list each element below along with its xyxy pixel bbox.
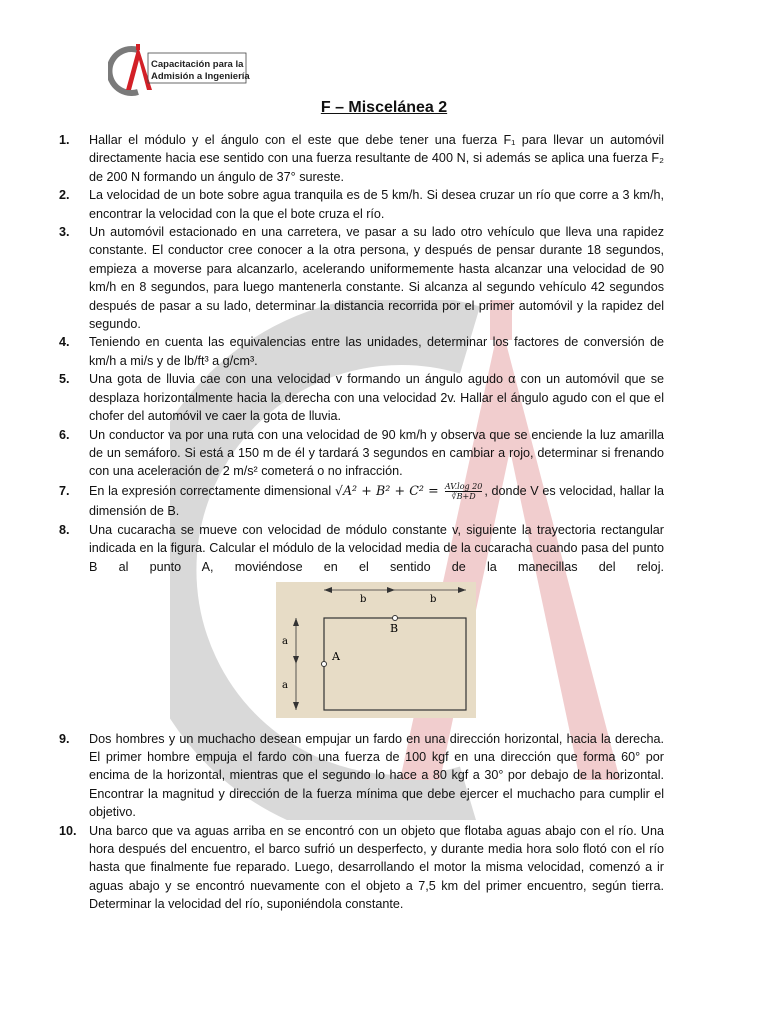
label-b-2: b	[430, 594, 437, 606]
fraction-denominator: ∛B+D	[451, 491, 476, 501]
point-B-marker	[393, 616, 398, 621]
formula-fraction	[445, 482, 483, 501]
problem-item	[59, 730, 664, 822]
problem-number: 4.	[59, 335, 70, 350]
point-A-label: A	[332, 650, 340, 664]
point-A-marker	[322, 662, 327, 667]
problem-number: 3.	[59, 225, 70, 240]
problem-number: 10.	[59, 823, 77, 838]
label-a-1: a	[282, 636, 288, 648]
problem-number: 5.	[59, 372, 70, 387]
problem-text: Un automóvil estacionado en una carretera, ve pasar a su lado otro vehículo que lleva una rapidez constante. El conductor cree conocer a la otra persona, y después de pensar durante 18 segundos, empieza a moverse para alcanzarlo, acelerando uniformemente hasta alcanzar una velocidad de 90 km/h en 8 segundos, para luego mantenerla constante. Si alcanza al segundo vehículo 42 segundos después de pasar a su lado, determinar la distancia recorrida por el primer automóvil y la rapidez del segundo.	[89, 225, 664, 332]
problem-number: 9.	[59, 731, 70, 746]
problem-text: Teniendo en cuenta las equivalencias entre las unidades, determinar los factores de conversión de km/h a mi/s y de lb/ft³ a g/cm³.	[89, 335, 664, 368]
label-a-2: a	[282, 680, 288, 692]
problem-text: Dos hombres y un muchacho desean empujar un fardo en una dirección horizontal, hacia la derecha. El primer hombre empuja el fardo con una fuerza de 100 kgf en una dirección que forma 60° por encima de la horizontal, mientras que el segundo lo hace a 80 kgf a 30° por debajo de la horizontal. Encontrar la magnitud y dirección de la fuerza mínima que debe ejercer el muchacho para cumplir el objetivo.	[89, 731, 664, 820]
problem-item	[59, 223, 664, 333]
problem-item	[59, 333, 664, 370]
problem-number: 8.	[59, 522, 70, 537]
logo-text	[151, 59, 250, 83]
problem-text-a: En la expresión correctamente dimensional	[89, 483, 335, 498]
problem-item	[59, 186, 664, 223]
problem-text: Una cucaracha se mueve con velocidad de módulo constante v, siguiente la trayectoria rectangular indicada en la figura. Calcular el módulo de la velocidad media de la cucaracha cuando pasa del punto B al punto A, moviéndose en el sentido de la manecillas del reloj.	[89, 522, 664, 574]
problem-text: Hallar el módulo y el ángulo con el este que debe tener una fuerza F₁ para llevar un automóvil directamente hacia ese sentido con una fuerza resultante de 400 N, si además se aplica una fuerza F₂ de 200 N formando un ángulo de 37° sureste.	[89, 133, 664, 184]
problem-item	[59, 426, 664, 481]
problem-item	[59, 131, 664, 186]
problem-item	[59, 822, 664, 914]
fraction-numerator: AV.log 20	[444, 481, 483, 491]
point-B-label: B	[390, 622, 399, 636]
problem-number: 1.	[59, 133, 70, 147]
problem-text: Un conductor va por una ruta con una velocidad de 90 km/h y observa que se enciende la luz amarilla de un semáforo. Si está a 150 m de él y tardará 3 segundos en cambiar a rojo, determinar si frenando con una aceleración de 2 m/s² cometerá o no infracción.	[89, 427, 664, 479]
logo-line-2: Admisión a Ingeniería	[151, 71, 250, 82]
problem-text: Una barco que va aguas arriba en se encontró con un objeto que flotaba aguas abajo con el río. Una hora después del encuentro, el barco sufrió un desperfecto, y durante media hora solo flotó con el río hasta que finalmente fue reparado. Luego, desarrollando el motor la misma velocidad, comenzó a ir aguas abajo y se encontró nuevamente con el objeto a 7,5 km del primer encuentro, según tierra. Determinar la velocidad del río, suponiéndola constante.	[89, 823, 664, 912]
problem-text-b: , donde V es velocidad, hallar la dimensión de B.	[89, 483, 664, 518]
figure-photo-bg	[276, 582, 476, 718]
problem-item	[59, 521, 664, 730]
logo-line-1: Capacitación para la	[151, 59, 244, 70]
problem-item	[59, 370, 664, 425]
problem-text: Una gota de lluvia cae con una velocidad v formando un ángulo agudo α con un automóvil que se desplaza horizontalmente hacia la derecha con una velocidad 2v. Hallar el ángulo agudo con el que el chofer del automóvil ve caer la gota de lluvia.	[89, 372, 664, 424]
problem-number: 6.	[59, 427, 70, 442]
rectangle-path-figure	[276, 582, 476, 718]
problem-item	[59, 481, 664, 521]
formula-sqrt: √A² + B² + C² =	[334, 482, 443, 498]
problem-number: 2.	[59, 188, 70, 203]
problem-list	[59, 131, 664, 914]
problem-number: 7.	[59, 483, 70, 498]
problem-text: La velocidad de un bote sobre agua tranquila es de 5 km/h. Si desea cruzar un río que corre a 3 km/h, encontrar la velocidad con la que el bote cruza el río.	[89, 188, 664, 221]
label-b-1: b	[360, 594, 367, 606]
page-title: F – Miscelánea 2	[320, 99, 448, 116]
